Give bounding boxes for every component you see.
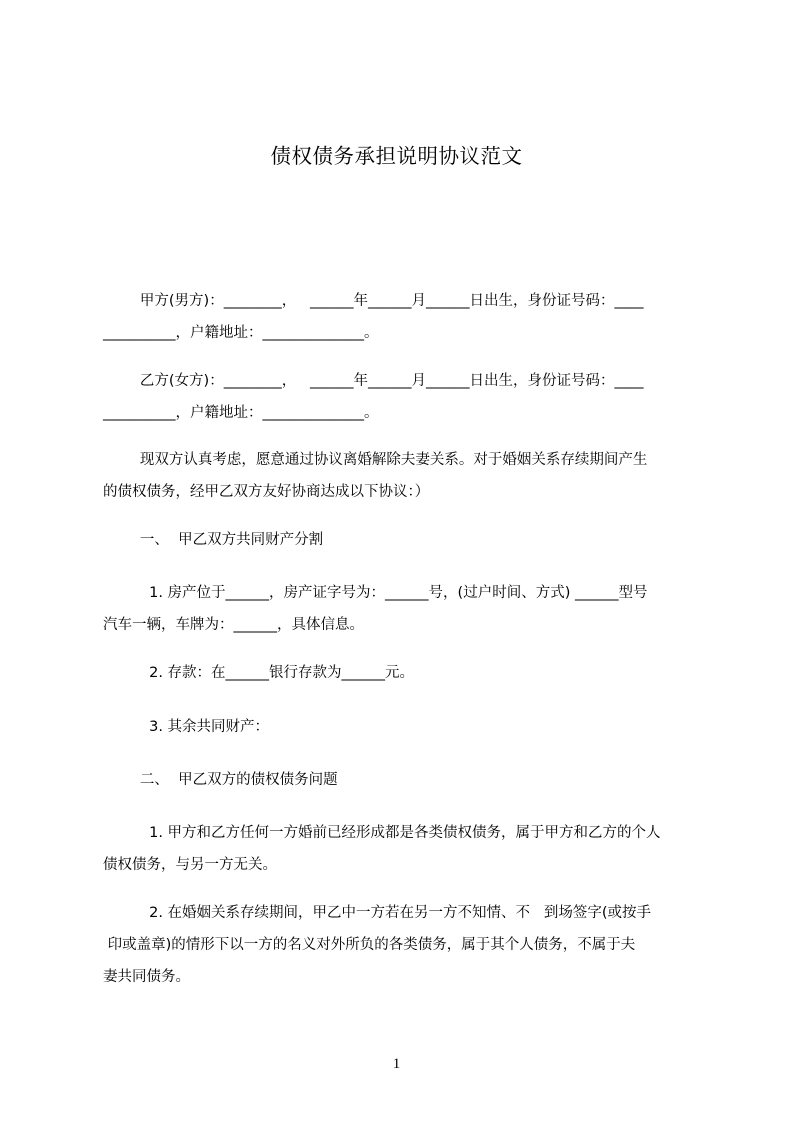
section-heading-debts: 二、 甲乙双方的债权债务问题 <box>103 772 338 788</box>
party-a-info: 甲方(男方)：________， ______年______月______日出生，身份证号码：____ __________，户籍地址：______________。 <box>103 293 644 341</box>
clause-property-2: 2. 存款：在______银行存款为______元。 <box>103 665 415 681</box>
page-number: 1 <box>392 1056 401 1072</box>
clause-debts-2: 2. 在婚姻关系存续期间，甲乙中一方若在另一方不知情、不 到场签字(或按手 印或盖章)的情形下以一方的名义对外所负的各类债务，属于其个人债务，不属于夫 妻共同债务。 <box>103 905 652 985</box>
document-title: 债权债务承担说明协议范文 <box>270 144 523 168</box>
clause-property-1: 1. 房产位于______，房产证字号为：______号，(过户时间、方式) ______型号 汽车一辆，车牌为：______，具体信息。 <box>103 585 648 633</box>
clause-debts-1: 1. 甲方和乙方任何一方婚前已经形成都是各类债权债务，属于甲方和乙方的个人 债权债务，与另一方无关。 <box>103 825 661 873</box>
party-b-info: 乙方(女方)：________， ______年______月______日出生，身份证号码：____ __________，户籍地址：______________。 <box>103 373 644 421</box>
section-heading-property: 一、 甲乙双方共同财产分割 <box>103 532 324 548</box>
preamble-paragraph: 现双方认真考虑，愿意通过协议离婚解除夫妻关系。对于婚姻关系存续期间产生 的债权债务，经甲乙双方友好协商达成以下协议：） <box>103 452 648 500</box>
clause-property-3: 3. 其余共同财产： <box>103 719 270 735</box>
